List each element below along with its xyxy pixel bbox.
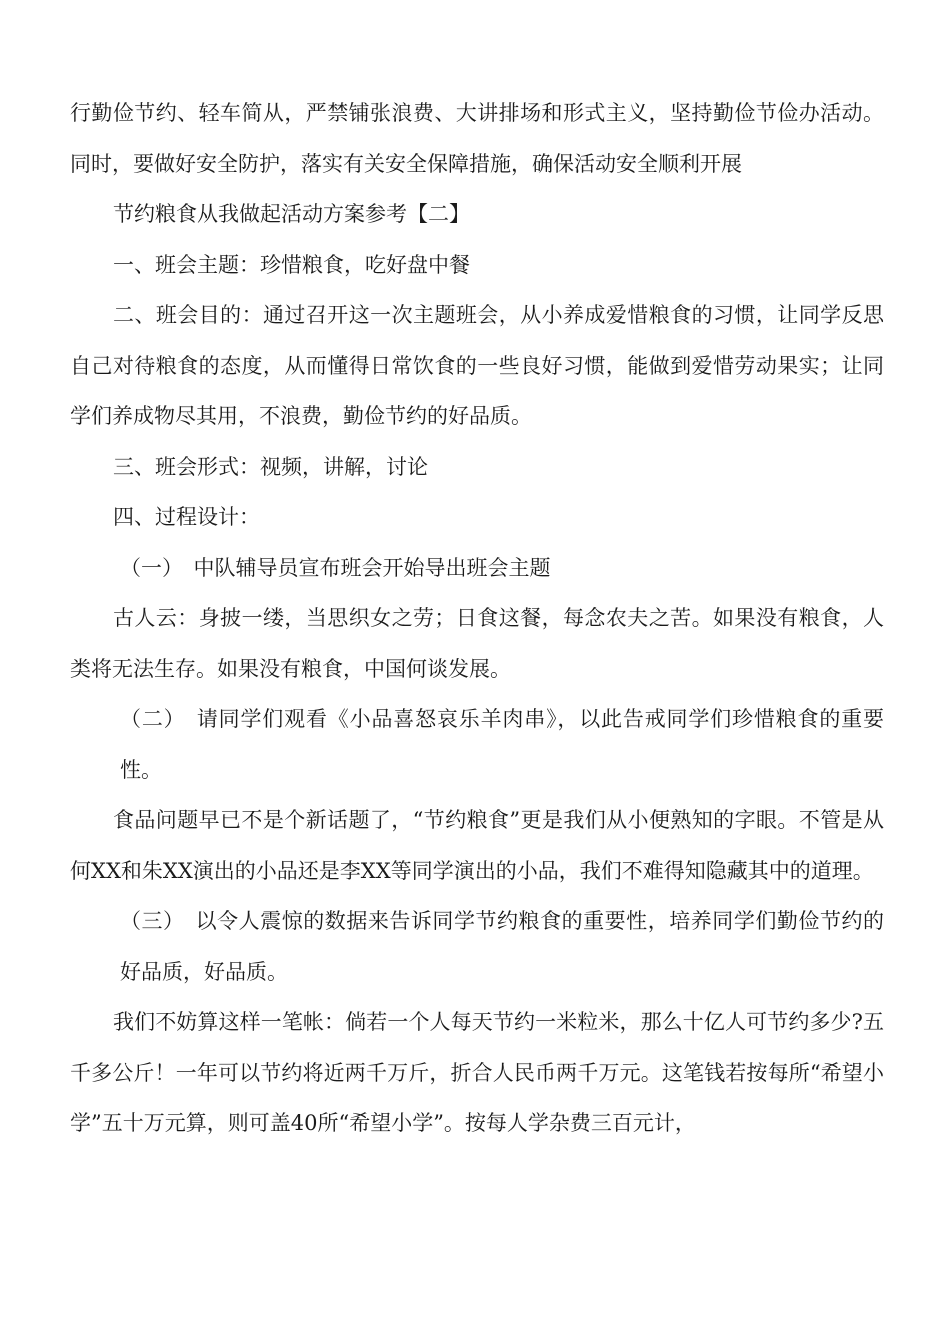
paragraph-step-1: （一） 中队辅导员宣布班会开始导出班会主题 [120, 555, 551, 580]
paragraph-format: 三、班会形式：视频，讲解，讨论 [113, 454, 428, 479]
paragraph-step-3: （三） 以令人震惊的数据来告诉同学节约粮食的重要性，培养同学们勤俭节约的好品质，好品质。 [120, 909, 884, 984]
paragraph-purpose: 二、班会目的：通过召开这一次主题班会，从小养成爱惜粮食的习惯，让同学反思自己对待粮食的态度，从而懂得日常饮食的一些良好习惯，能做到爱惜劳动果实；让同学们养成物尽其用，不浪费，勤俭节约的好品质。 [70, 303, 884, 428]
section-heading: 节约粮食从我做起活动方案参考【二】 [113, 202, 470, 226]
paragraph-continuation: 行勤俭节约、轻车简从，严禁铺张浪费、大讲排场和形式主义，坚持勤俭节俭办活动。同时，要做好安全防护，落实有关安全保障措施，确保活动安全顺利开展 [70, 101, 884, 176]
paragraph-quote: 古人云：身披一缕，当思织女之劳；日食这餐，每念农夫之苦。如果没有粮食，人类将无法生存。如果没有粮食，中国何谈发展。 [70, 606, 884, 681]
paragraph-theme: 一、班会主题：珍惜粮食，吃好盘中餐 [113, 252, 470, 277]
paragraph-step-2: （二） 请同学们观看《小品喜怒哀乐羊肉串》，以此告戒同学们珍惜粮食的重要性。 [120, 707, 884, 782]
paragraph-food-issue: 食品问题早已不是个新话题了，“节约粮食”更是我们从小便熟知的字眼。不管是从何XX和朱XX演出的小品还是李XX等同学演出的小品，我们不难得知隐藏其中的道理。 [70, 808, 884, 883]
paragraph-process: 四、过程设计： [113, 505, 260, 529]
document-body [70, 88, 884, 1149]
paragraph-calculation: 我们不妨算这样一笔帐：倘若一个人每天节约一米粒米，那么十亿人可节约多少?五千多公斤！一年可以节约将近两千万斤，折合人民币两千万元。这笔钱若按每所“希望小学”五十万元算，则可盖40所“希望小学”。按每人学杂费三百元计， [70, 1010, 884, 1135]
